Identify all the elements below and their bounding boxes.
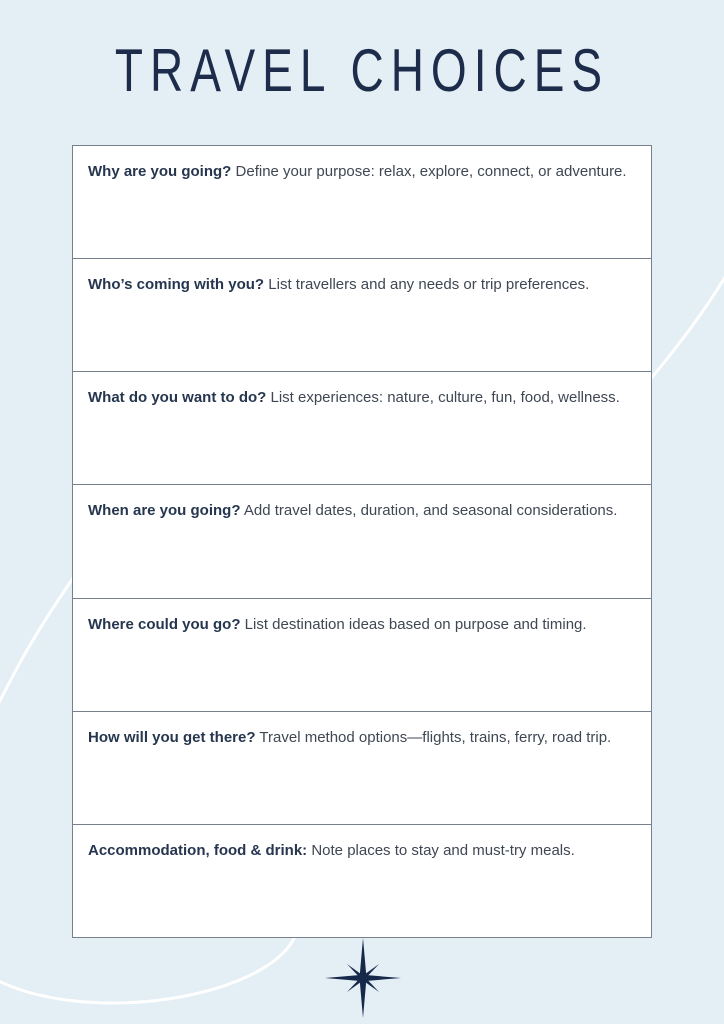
planner-row-who [73, 258, 651, 371]
row-description: List destination ideas based on purpose and timing. [244, 615, 587, 633]
planner-row-how [73, 711, 651, 824]
row-description: Add travel dates, duration, and seasonal considerations. [243, 502, 618, 520]
planner-row-when [73, 484, 651, 597]
row-question: What do you want to do? [88, 389, 267, 407]
row-question: Who’s coming with you? [88, 276, 265, 294]
planner-row-why [73, 146, 651, 258]
sparkle-star-icon [318, 938, 408, 1018]
planner-row-where [73, 598, 651, 711]
row-question: Why are you going? [88, 163, 232, 180]
row-question: How will you get there? [88, 728, 256, 746]
planner-row-what [73, 371, 651, 484]
row-description: Define your purpose: relax, explore, connect, or adventure. [235, 163, 627, 180]
planner-row-accommodation [73, 824, 651, 937]
row-description: List experiences: nature, culture, fun, food, wellness. [270, 389, 620, 407]
header [0, 34, 724, 104]
row-description: Travel method options—flights, trains, ferry, road trip. [259, 728, 612, 746]
row-question: When are you going? [88, 502, 241, 520]
row-description: List travellers and any needs or trip preferences. [268, 276, 590, 294]
page-title: TRAVEL CHOICES [114, 35, 610, 104]
planner-table [72, 145, 652, 938]
row-question: Accommodation, food & drink: [88, 841, 308, 859]
row-description: Note places to stay and must-try meals. [311, 841, 575, 859]
row-question: Where could you go? [88, 615, 241, 633]
